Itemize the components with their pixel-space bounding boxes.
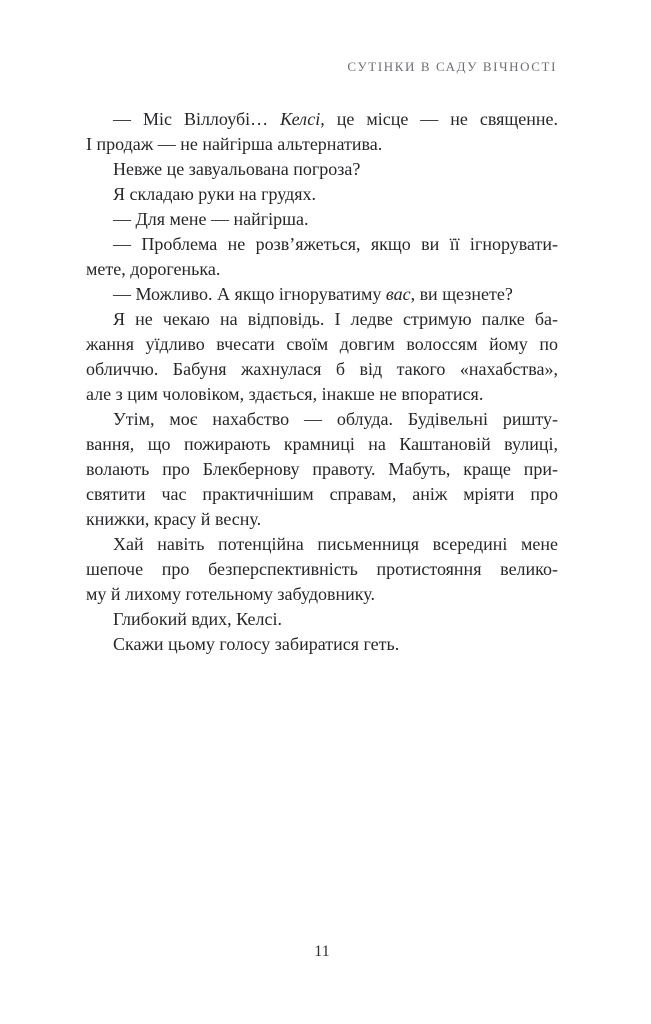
text-line [86, 382, 558, 407]
text-segment: але з цим чоловіком, здається, інакше не впоратися. [86, 384, 484, 404]
running-header: СУТІНКИ В САДУ ВІЧНОСТІ [347, 59, 557, 74]
text-segment: Я складаю руки на грудях. [113, 184, 317, 204]
text-line [86, 607, 558, 632]
text-line [86, 107, 558, 132]
text-line [86, 232, 558, 257]
text-segment: вання, що пожирають крамниці на Каштановій вулиці, [86, 434, 558, 454]
text-line [86, 557, 558, 582]
text-segment: , ви щезнете? [410, 284, 513, 304]
text-line [86, 507, 558, 532]
text-line [86, 257, 558, 282]
text-segment: святити час практичнішим справам, аніж мріяти про [86, 484, 558, 504]
text-line [86, 407, 558, 432]
text-line [86, 157, 558, 182]
text-line [86, 582, 558, 607]
text-line [86, 132, 558, 157]
text-line [86, 432, 558, 457]
text-line [86, 182, 558, 207]
text-line [86, 482, 558, 507]
body-text [86, 107, 558, 657]
text-segment: волають про Блекбернову правоту. Мабуть, краще при- [86, 459, 558, 479]
text-line [86, 307, 558, 332]
text-segment: , це місце — не священне. [320, 109, 559, 129]
text-line [86, 457, 558, 482]
text-segment: І продаж — не найгірша альтернатива. [86, 134, 383, 154]
text-line [86, 282, 558, 307]
text-segment: шепоче про безперспективність протистояння велико- [86, 559, 558, 579]
text-segment: Утім, моє нахабство — облуда. Будівельні ришту- [113, 409, 558, 429]
text-line [86, 632, 558, 657]
text-segment: — Для мене — найгірша. [113, 209, 309, 229]
text-line [86, 332, 558, 357]
text-segment: жання уїдливо вчесати своїм довгим волоссям йому по [86, 334, 558, 354]
text-segment: Скажи цьому голосу забиратися геть. [113, 634, 400, 654]
text-segment: мете, дорогенька. [86, 259, 221, 279]
text-line [86, 532, 558, 557]
page-number: 11 [314, 943, 330, 960]
text-segment: обличчю. Бабуня жахнулася б від такого «нахабства», [86, 359, 558, 379]
text-segment: Глибокий вдих, Келсі. [113, 609, 282, 629]
text-segment: — Можливо. А якщо ігноруватиму [113, 284, 386, 304]
text-segment: му й лихому готельному забудовнику. [86, 584, 375, 604]
italic-text-segment: Келсі [280, 109, 321, 129]
text-line [86, 207, 558, 232]
text-segment: Хай навіть потенційна письменниця всередині мене [113, 534, 558, 554]
italic-text-segment: вас [385, 284, 411, 304]
text-segment: — Проблема не розв’яжеться, якщо ви її ігнорувати- [113, 234, 558, 254]
text-segment: книжки, красу й весну. [86, 509, 262, 529]
text-line [86, 357, 558, 382]
text-segment: Невже це завуальована погроза? [113, 159, 361, 179]
text-segment: Я не чекаю на відповідь. І ледве стримую палке ба- [113, 309, 558, 329]
text-segment: — Міс Віллоубі… [113, 109, 281, 129]
